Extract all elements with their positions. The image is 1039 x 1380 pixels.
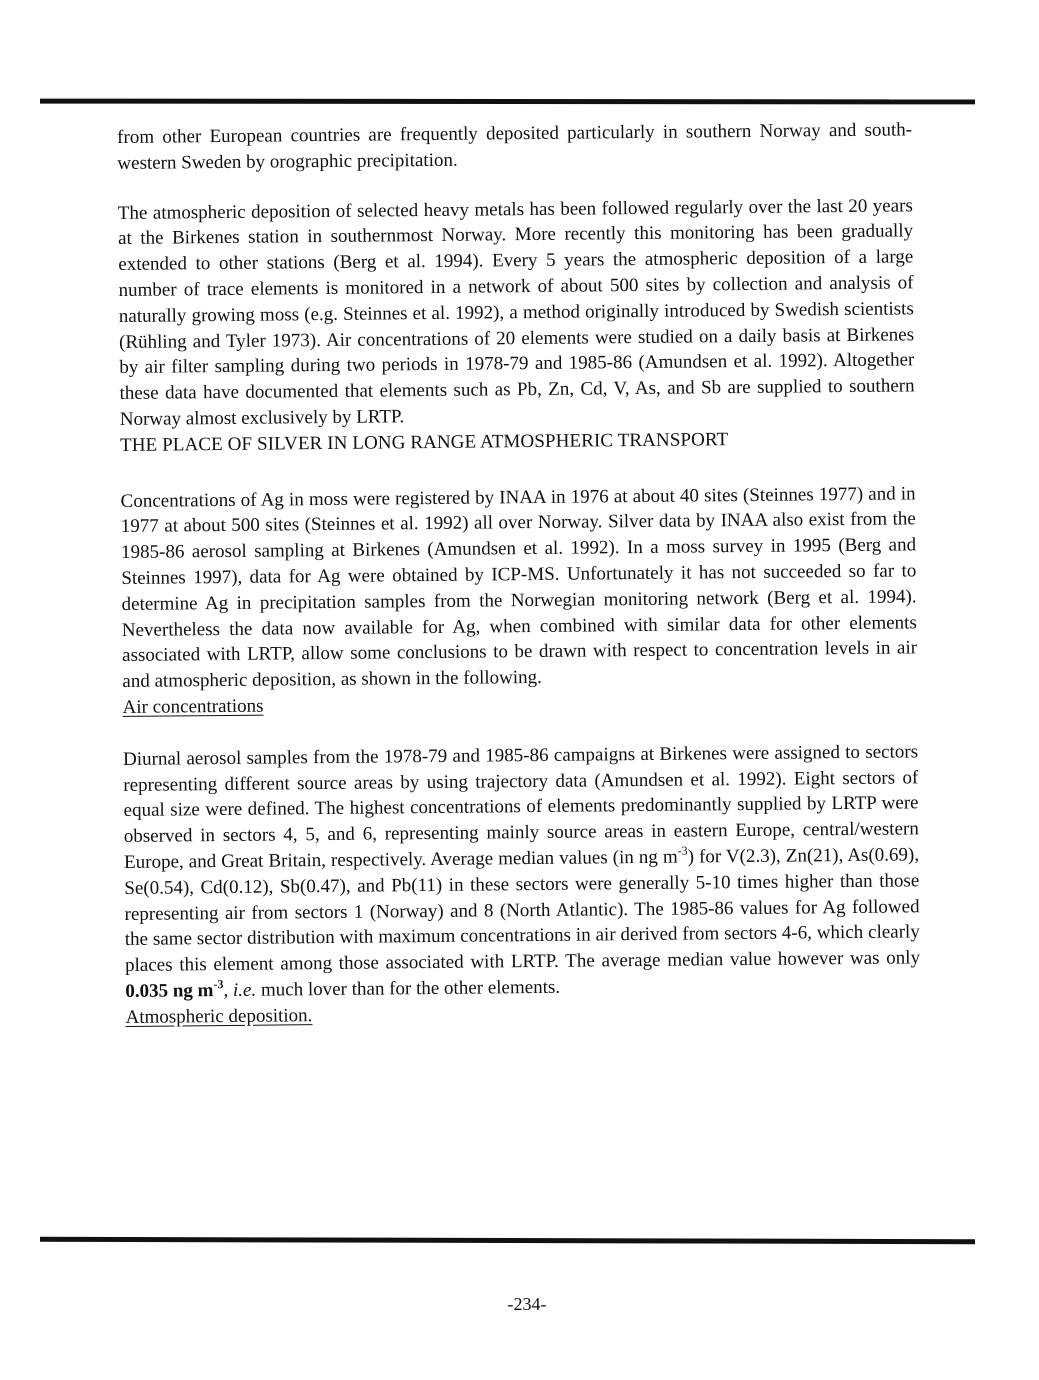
paragraph-air-concentrations: [123, 739, 920, 1005]
unit-exponent-1: -3: [677, 843, 688, 858]
ie-abbreviation: i.e.: [232, 979, 257, 1001]
section-heading: THE PLACE OF SILVER IN LONG RANGE ATMOSPHERIC TRANSPORT: [119, 428, 729, 456]
paragraph-air-text-a: Diurnal aerosol samples from the 1978-79 and 1985-86 campaigns at Birkenes were assigned to sectors representing different source areas by using trajectory data (Amundsen et al. 1992). Eight sectors of equal size were defined. The highest concentrations of elements predominantly supplied by LRTP were observed in sectors 4, 5, and 6, representing mainly source areas in eastern Europe, central/western Europe, and Great Britain, respectively. Average median values (in ng m: [122, 741, 919, 873]
unit-exponent-2: -3: [213, 976, 224, 992]
paragraph-air-text-b: ) for V(2.3), Zn(21), As(0.69), Se(0.54), Cd(0.12), Sb(0.47), and Pb(11) in these sectors were generally 5-10 times higher than those representing air from sectors 1 (Norway) and 8 (North Atlantic). The 1985-86 values for Ag followed the same sector distribution with maximum concentrations in air derived from sectors 4-6, which clearly places this element among those associated with LRTP. The average median value however was only: [124, 844, 921, 977]
paragraph-silver-data: Concentrations of Ag in moss were registered by INAA in 1976 at about 40 sites (Steinnes 1977) and in 1977 at about 500 sites (Steinnes et al. 1992) all over Norway. Silver data by INAA also exist from the 1985-86 aerosol sampling at Birkenes (Amundsen et al. 1992). In a moss survey in 1995 (Berg and Steinnes 1997), data for Ag were obtained by ICP-MS. Unfortunately it has not succeeded so far to determine Ag in precipitation samples from the Norwegian monitoring network (Berg et al. 1994). Nevertheless the data now available for Ag, when combined with similar data for other elements associated with LRTP, allow some conclusions to be drawn with respect to concentration levels in air and atmospheric deposition, as shown in the following.: [120, 482, 918, 693]
page-body: [117, 117, 921, 1030]
paragraph-intro-continuation: from other European countries are frequently deposited particularly in southern Norway and south-western Sweden by orographic precipitation.: [117, 119, 913, 174]
page-number-container: [0, 1294, 1039, 1315]
bottom-horizontal-rule: [40, 1237, 975, 1244]
top-horizontal-rule: [40, 99, 975, 105]
paragraph-heavy-metals-deposition: The atmospheric deposition of selected heavy metals has been followed regularly over the last 20 years at the Birkenes station in southernmost Norway. More recently this monitoring has been gradually extended to other stations (Berg et al. 1994). Every 5 years the atmospheric deposition of a large number of trace elements is monitored in a network of about 500 sites by collection and analysis of naturally growing moss (e.g. Steinnes et al. 1992), a method originally introduced by Swedish scientists (Rühling and Tyler 1973). Air concentrations of 20 elements were studied on a daily basis at Birkenes by air filter sampling during two periods in 1978-79 and 1985-86 (Amundsen et al. 1992). Altogether these data have documented that elements such as Pb, Zn, Cd, V, As, and Sb are supplied to southern Norway almost exclusively by LRTP.: [117, 194, 915, 430]
subheading-atmospheric-deposition: Atmospheric deposition.: [125, 1004, 313, 1028]
median-value-emphasis: 0.035 ng m: [125, 980, 214, 1002]
paragraph-air-text-d: much lover than for the other elements.: [256, 976, 561, 1001]
page-number: -234-: [507, 1294, 547, 1314]
subheading-air-concentrations: Air concentrations: [122, 695, 264, 718]
paragraph-air-text-c: ,: [223, 979, 234, 1001]
